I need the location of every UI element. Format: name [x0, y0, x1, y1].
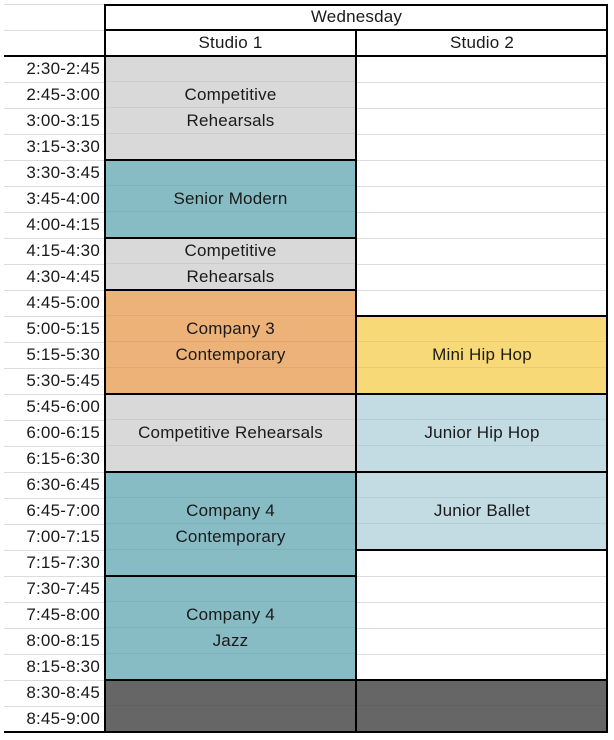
studio2-class-block: Mini Hip Hop	[356, 316, 608, 394]
row-border	[104, 4, 608, 6]
row-border	[4, 731, 608, 733]
block-border	[356, 679, 608, 681]
block-border	[356, 549, 608, 551]
block-border	[105, 575, 356, 577]
time-slot-label: 8:15-8:30	[26, 657, 100, 676]
day-header: Wednesday	[310, 7, 403, 26]
block-border	[105, 159, 356, 161]
studio2-class-block: Junior Ballet	[356, 472, 608, 550]
row-border	[104, 29, 608, 31]
time-slot-label: 6:00-6:15	[26, 423, 100, 442]
time-slot-label: 3:00-3:15	[26, 111, 100, 130]
time-slot-label: 8:30-8:45	[26, 683, 100, 702]
studio1-class-block: Company 4 Contemporary	[105, 472, 356, 576]
studio1-class-block: Competitive Rehearsals	[105, 56, 356, 160]
row-border	[4, 55, 608, 57]
block-border	[105, 289, 356, 291]
time-slot-label: 4:00-4:15	[26, 215, 100, 234]
time-slot-label: 7:45-8:00	[26, 605, 100, 624]
time-slot-label: 8:00-8:15	[26, 631, 100, 650]
studio2-class-block: Junior Hip Hop	[356, 394, 608, 472]
time-slot-label: 5:00-5:15	[26, 319, 100, 338]
time-slot-label: 5:30-5:45	[26, 371, 100, 390]
time-slot-label: 3:15-3:30	[26, 137, 100, 156]
time-slot-label: 3:45-4:00	[26, 189, 100, 208]
time-slot-label: 6:15-6:30	[26, 449, 100, 468]
block-border	[105, 237, 356, 239]
time-slot-label: 5:45-6:00	[26, 397, 100, 416]
column-border	[104, 4, 106, 732]
time-slot-label: 7:00-7:15	[26, 527, 100, 546]
block-border	[105, 393, 356, 395]
time-slot-label: 4:30-4:45	[26, 267, 100, 286]
time-slot-label: 3:30-3:45	[26, 163, 100, 182]
studio1-class-block: Competitive Rehearsals	[105, 238, 356, 290]
time-slot-label: 2:45-3:00	[26, 85, 100, 104]
block-border	[356, 315, 608, 317]
schedule-grid	[4, 4, 608, 737]
time-slot-label: 5:15-5:30	[26, 345, 100, 364]
block-border	[105, 679, 356, 681]
time-slot-label: 6:30-6:45	[26, 475, 100, 494]
studio-1-header: Studio 1	[198, 33, 263, 52]
studio1-class-block: Company 3 Contemporary	[105, 290, 356, 394]
studio1-class-block: Company 4 Jazz	[105, 576, 356, 680]
studio1-class-block	[105, 680, 356, 732]
block-border	[356, 393, 608, 395]
studio1-class-block: Senior Modern	[105, 160, 356, 238]
column-border	[355, 30, 357, 732]
time-slot-label: 2:30-2:45	[26, 59, 100, 78]
time-slot-label: 7:15-7:30	[26, 553, 100, 572]
time-slot-label: 6:45-7:00	[26, 501, 100, 520]
studio-2-header: Studio 2	[450, 33, 514, 52]
block-border	[356, 471, 608, 473]
time-slot-label: 8:45-9:00	[26, 709, 100, 728]
time-slot-label: 4:15-4:30	[26, 241, 100, 260]
block-border	[105, 471, 356, 473]
column-border	[606, 4, 608, 732]
time-slot-label: 7:30-7:45	[26, 579, 100, 598]
time-slot-label: 4:45-5:00	[26, 293, 100, 312]
studio1-class-block: Competitive Rehearsals	[105, 394, 356, 472]
studio2-class-block	[356, 680, 608, 732]
